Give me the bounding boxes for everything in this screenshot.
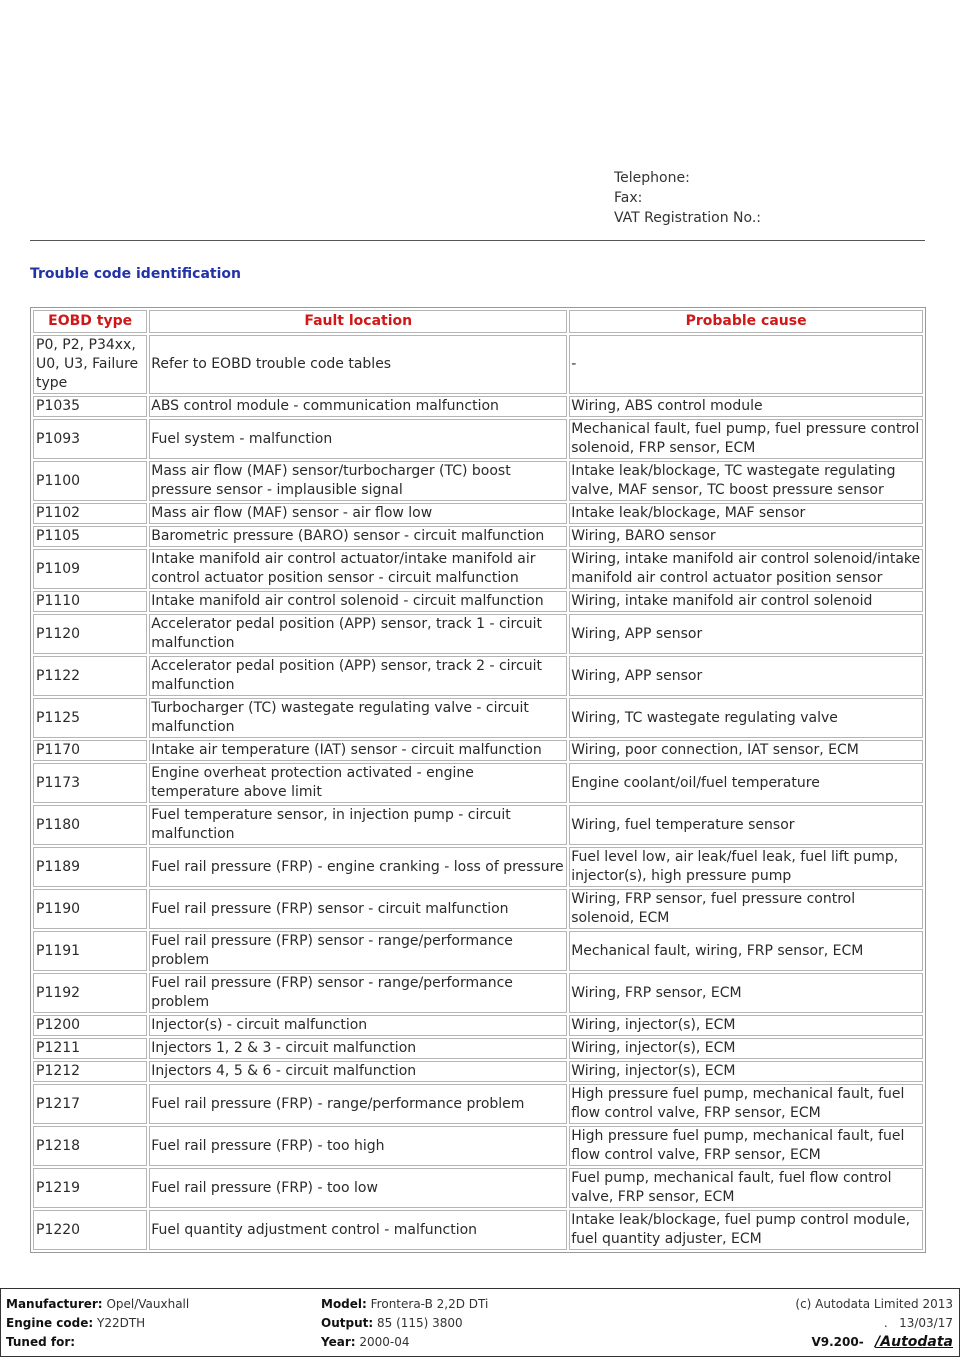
eobd-type-cell: P1122 (33, 656, 147, 696)
model-label: Model: (321, 1297, 367, 1311)
eobd-type-cell: P1109 (33, 549, 147, 589)
table-row (33, 1061, 923, 1082)
header-divider (30, 240, 925, 241)
fault-location-cell: Turbocharger (TC) wastegate regulating valve - circuit malfunction (149, 698, 567, 738)
table-row (33, 698, 923, 738)
header-eobd-type: EOBD type (33, 310, 147, 333)
table-row (33, 1126, 923, 1166)
eobd-type-cell: P1220 (33, 1210, 147, 1250)
output-value: 85 (115) 3800 (376, 1316, 463, 1330)
model-value: Frontera-B 2,2D DTi (370, 1297, 489, 1311)
probable-cause-cell: Intake leak/blockage, fuel pump control module, fuel quantity adjuster, ECM (569, 1210, 923, 1250)
fax-label: Fax: (614, 190, 643, 206)
fault-location-cell: Fuel rail pressure (FRP) - too high (149, 1126, 567, 1166)
table-row (33, 1038, 923, 1059)
probable-cause-cell: Wiring, injector(s), ECM (569, 1038, 923, 1059)
eobd-type-cell: P1170 (33, 740, 147, 761)
probable-cause-cell: - (569, 335, 923, 394)
fault-location-cell: Fuel rail pressure (FRP) sensor - range/performance problem (149, 931, 567, 971)
trouble-code-table (30, 307, 926, 1253)
fault-location-cell: Accelerator pedal position (APP) sensor, track 2 - circuit malfunction (149, 656, 567, 696)
table-row (33, 461, 923, 501)
eobd-type-cell: P1100 (33, 461, 147, 501)
eobd-type-cell: P1189 (33, 847, 147, 887)
fault-location-cell: Accelerator pedal position (APP) sensor, track 1 - circuit malfunction (149, 614, 567, 654)
table-row (33, 656, 923, 696)
table-row (33, 805, 923, 845)
probable-cause-cell: Wiring, FRP sensor, ECM (569, 973, 923, 1013)
fault-location-cell: Fuel rail pressure (FRP) sensor - circuit malfunction (149, 889, 567, 929)
eobd-type-cell: P1035 (33, 396, 147, 417)
eobd-type-cell: P1173 (33, 763, 147, 803)
eobd-type-cell: P1105 (33, 526, 147, 547)
output-label: Output: (321, 1316, 374, 1330)
fault-location-cell: Injector(s) - circuit malfunction (149, 1015, 567, 1036)
eobd-type-cell: P1200 (33, 1015, 147, 1036)
eobd-type-cell: P1120 (33, 614, 147, 654)
probable-cause-cell: Fuel level low, air leak/fuel leak, fuel lift pump, injector(s), high pressure pump (569, 847, 923, 887)
eobd-type-cell: P1212 (33, 1061, 147, 1082)
header-probable-cause: Probable cause (569, 310, 923, 333)
probable-cause-cell: Wiring, ABS control module (569, 396, 923, 417)
table-row (33, 396, 923, 417)
fault-location-cell: Mass air flow (MAF) sensor/turbocharger (TC) boost pressure sensor - implausible signal (149, 461, 567, 501)
table-row (33, 526, 923, 547)
probable-cause-cell: High pressure fuel pump, mechanical fault, fuel flow control valve, FRP sensor, ECM (569, 1084, 923, 1124)
eobd-type-cell: P1219 (33, 1168, 147, 1208)
copyright-text: (c) Autodata Limited 2013 (795, 1297, 953, 1311)
probable-cause-cell: Wiring, FRP sensor, fuel pressure control solenoid, ECM (569, 889, 923, 929)
fault-location-cell: Fuel system - malfunction (149, 419, 567, 459)
fault-location-cell: Barometric pressure (BARO) sensor - circuit malfunction (149, 526, 567, 547)
vat-label: VAT Registration No.: (614, 210, 762, 226)
probable-cause-cell: Wiring, intake manifold air control solenoid (569, 591, 923, 612)
eobd-type-cell: P1211 (33, 1038, 147, 1059)
contact-block (614, 168, 761, 228)
table-row (33, 591, 923, 612)
eobd-type-cell: P1110 (33, 591, 147, 612)
eobd-type-cell: P0, P2, P34xx, U0, U3, Failure type (33, 335, 147, 394)
fault-location-cell: Fuel temperature sensor, in injection pump - circuit malfunction (149, 805, 567, 845)
engine-code-value: Y22DTH (97, 1316, 146, 1330)
fault-location-cell: Mass air flow (MAF) sensor - air flow low (149, 503, 567, 524)
fault-location-cell: Engine overheat protection activated - engine temperature above limit (149, 763, 567, 803)
probable-cause-cell: Wiring, TC wastegate regulating valve (569, 698, 923, 738)
footer-vehicle-id (6, 1295, 189, 1352)
eobd-type-cell: P1218 (33, 1126, 147, 1166)
table-row (33, 973, 923, 1013)
probable-cause-cell: Wiring, injector(s), ECM (569, 1061, 923, 1082)
autodata-logo-text: Autodata (880, 1334, 953, 1350)
table-row (33, 549, 923, 589)
autodata-logo: /Autodata (875, 1334, 953, 1350)
table-row (33, 419, 923, 459)
footer-model-info (321, 1295, 488, 1352)
year-label: Year: (321, 1335, 356, 1349)
fault-location-cell: Fuel rail pressure (FRP) - too low (149, 1168, 567, 1208)
eobd-type-cell: P1102 (33, 503, 147, 524)
fault-location-cell: Intake manifold air control solenoid - circuit malfunction (149, 591, 567, 612)
eobd-type-cell: P1190 (33, 889, 147, 929)
probable-cause-cell: Wiring, fuel temperature sensor (569, 805, 923, 845)
probable-cause-cell: Wiring, APP sensor (569, 656, 923, 696)
probable-cause-cell: Intake leak/blockage, MAF sensor (569, 503, 923, 524)
page-footer (0, 1288, 960, 1357)
fault-location-cell: Fuel rail pressure (FRP) sensor - range/performance problem (149, 973, 567, 1013)
footer-publisher (795, 1295, 953, 1352)
table-row (33, 847, 923, 887)
probable-cause-cell: Engine coolant/oil/fuel temperature (569, 763, 923, 803)
table-row (33, 1210, 923, 1250)
manufacturer-value: Opel/Vauxhall (106, 1297, 190, 1311)
probable-cause-cell: Wiring, BARO sensor (569, 526, 923, 547)
table-header-row (33, 310, 923, 333)
table-row (33, 1168, 923, 1208)
manufacturer-label: Manufacturer: (6, 1297, 103, 1311)
table-row (33, 931, 923, 971)
table-row (33, 889, 923, 929)
fault-location-cell: Fuel quantity adjustment control - malfunction (149, 1210, 567, 1250)
fault-location-cell: Injectors 1, 2 & 3 - circuit malfunction (149, 1038, 567, 1059)
telephone-label: Telephone: (614, 170, 690, 186)
fault-location-cell: Injectors 4, 5 & 6 - circuit malfunction (149, 1061, 567, 1082)
probable-cause-cell: Wiring, APP sensor (569, 614, 923, 654)
table-row (33, 1015, 923, 1036)
header-fault-location: Fault location (149, 310, 567, 333)
probable-cause-cell: Intake leak/blockage, TC wastegate regulating valve, MAF sensor, TC boost pressure sensor (569, 461, 923, 501)
print-date: . 13/03/17 (883, 1316, 953, 1330)
fault-location-cell: ABS control module - communication malfunction (149, 396, 567, 417)
table-row (33, 614, 923, 654)
probable-cause-cell: Mechanical fault, wiring, FRP sensor, ECM (569, 931, 923, 971)
table-row (33, 503, 923, 524)
probable-cause-cell: Fuel pump, mechanical fault, fuel flow control valve, FRP sensor, ECM (569, 1168, 923, 1208)
version-label: V9.200- (811, 1335, 864, 1349)
eobd-type-cell: P1217 (33, 1084, 147, 1124)
probable-cause-cell: Wiring, intake manifold air control solenoid/intake manifold air control actuator position sensor (569, 549, 923, 589)
eobd-type-cell: P1125 (33, 698, 147, 738)
eobd-type-cell: P1093 (33, 419, 147, 459)
engine-code-label: Engine code: (6, 1316, 94, 1330)
tuned-for-label: Tuned for: (6, 1335, 76, 1349)
fault-location-cell: Intake air temperature (IAT) sensor - circuit malfunction (149, 740, 567, 761)
probable-cause-cell: High pressure fuel pump, mechanical fault, fuel flow control valve, FRP sensor, ECM (569, 1126, 923, 1166)
fault-location-cell: Fuel rail pressure (FRP) - range/performance problem (149, 1084, 567, 1124)
fault-location-cell: Fuel rail pressure (FRP) - engine cranking - loss of pressure (149, 847, 567, 887)
probable-cause-cell: Wiring, poor connection, IAT sensor, ECM (569, 740, 923, 761)
eobd-type-cell: P1180 (33, 805, 147, 845)
eobd-type-cell: P1191 (33, 931, 147, 971)
eobd-type-cell: P1192 (33, 973, 147, 1013)
fault-location-cell: Intake manifold air control actuator/intake manifold air control actuator position sensor - circuit malfunction (149, 549, 567, 589)
table-row (33, 740, 923, 761)
probable-cause-cell: Mechanical fault, fuel pump, fuel pressure control solenoid, FRP sensor, ECM (569, 419, 923, 459)
section-title: Trouble code identification (30, 266, 241, 282)
table-row (33, 763, 923, 803)
table-row (33, 1084, 923, 1124)
probable-cause-cell: Wiring, injector(s), ECM (569, 1015, 923, 1036)
fault-location-cell: Refer to EOBD trouble code tables (149, 335, 567, 394)
year-value: 2000-04 (359, 1335, 410, 1349)
table-row (33, 335, 923, 394)
